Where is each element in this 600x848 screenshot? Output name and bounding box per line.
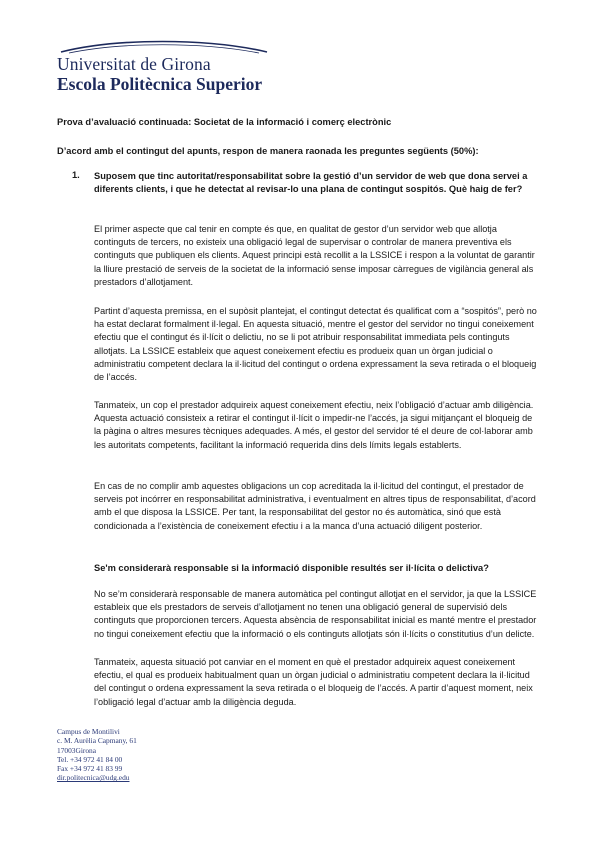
answer-paragraph-1: El primer aspecte que cal tenir en compte és que, en qualitat de gestor d’un servidor web que allotja continguts de tercers, no existeix una obligació legal de supervisar o controlar de manera preventiva els continguts que publiquen els clients. Aquest principi està recollit a la LSSICE i respon a la voluntat de garantir la lliure prestació de serveis de la societat de la informació sense imposar càrregues de vigilància general als prestadors d’allotjament.: [94, 224, 535, 287]
footer-tel: Tel. +34 972 41 84 00: [57, 754, 123, 764]
question-number: 1.: [72, 170, 80, 180]
footer-address: [57, 727, 137, 783]
answer-paragraph-3: Tanmateix, un cop el prestador adquireix aquest coneixement efectiu, neix l’obligació d’actuar amb diligència. Aquesta actuació consisteix a retirar el contingut il·lícit o impedir-ne l’accés, ja sigui mitjançant el bloqueig de la pàgina o altres mesures tècniques adequades. A més, el gestor del servidor té el deure de col·laborar amb les autoritats competents, facilitant la informació requerida dins dels límits legals establerts.: [94, 400, 534, 450]
sub-question: Se'm considerarà responsable si la informació disponible resultés ser il·lícita o delictiva?: [94, 563, 489, 573]
university-name: Universitat de Girona: [57, 54, 211, 74]
answer2-paragraph-2: Tanmateix, aquesta situació pot canviar en el moment en què el prestador adquireix aquest coneixement efectiu, el qual es produeix habitualment quan un òrgan judicial o administratiu competent declara la il·licitud del contingut o ordena expressament la seva retirada o el bloqueig de l’accés. A partir d’aquest moment, neix l’obligació legal d’actuar amb la diligència deguda.: [94, 657, 533, 707]
footer-campus: Campus de Montilivi: [57, 727, 120, 736]
answer-paragraph-2: Partint d’aquesta premissa, en el supòsit plantejat, el contingut detectat és qualificat com a “sospitós”, però no ha estat declarat formalment il·legal. En aquesta situació, mentre el gestor del servidor no tingui coneixement efectiu que el contingut és il·lícit o delictiu, no se li pot atribuir responsabilitat immediata pels continguts allotjats. La LSSICE estableix que aquest coneixement efectiu es produeix quan un òrgan judicial o administratiu competent declara la il·licitud del contingut o ordena expressament la seva retirada o el bloqueig de l’accés.: [94, 306, 537, 383]
answer2-paragraph-1: No se’m considerarà responsable de manera automàtica pel contingut allotjat en el servidor, ja que la LSSICE estableix que els prestadors de serveis d’allotjament no tenen una obligació general de supervisió dels continguts que proporcionen tercers. Aquesta absència de responsabilitat inicial es manté mentre el prestador no tingui coneixement efectiu que la informació o els continguts allotjats són il·lícits o constitutius d’un delicte.: [94, 589, 537, 639]
footer-fax: Fax +34 972 41 83 99: [57, 764, 123, 774]
question-text: Suposem que tinc autoritat/responsabilitat sobre la gestió d’un servidor de web que dona servei a diferents clients, i que he detectat al revisar-lo una plana de contingut sospitós. Què haig de fer?: [94, 171, 528, 195]
answer-paragraph-4: En cas de no complir amb aquestes obligacions un cop acreditada la il·licitud del contingut, el prestador de serveis pot incórrer en responsabilitat administrativa, i eventualment en altres tipus de responsabilitat, d’acord amb el que disposa la LSSICE. Per tant, la responsabilitat del gestor no és automàtica, sinó que està condicionada a l’existència de coneixement efectiu i a la manca d’una actuació diligent posterior.: [94, 481, 536, 531]
document-title: Prova d’avaluació continuada: Societat de la informació i comerç electrònic: [57, 117, 392, 127]
instruction-text: D’acord amb el contingut del apunts, respon de manera raonada les preguntes següents (50%):: [57, 146, 479, 156]
footer-email-link[interactable]: dir.politecnica@udg.edu: [57, 773, 130, 783]
footer-street: c. M. Aurèlia Capmany, 61: [57, 736, 137, 746]
school-name: Escola Politècnica Superior: [57, 74, 263, 94]
footer-city: 17003Girona: [57, 745, 96, 755]
logo-arc-icon: [57, 40, 271, 54]
